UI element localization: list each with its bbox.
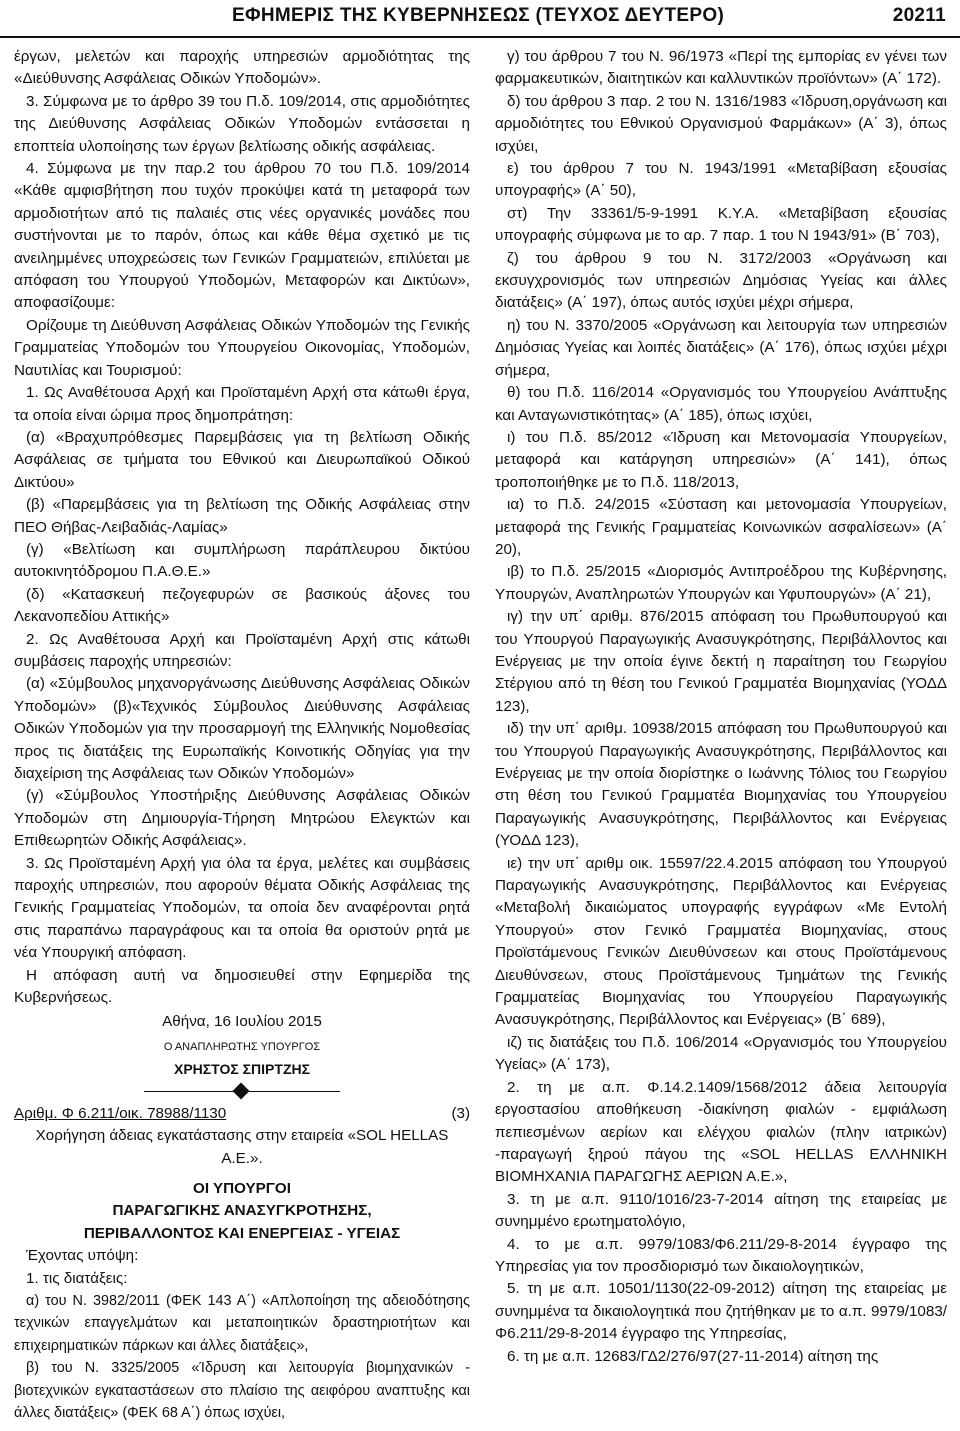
paragraph: έργων, μελετών και παροχής υπηρεσιών αρμοδιότητας της «Διεύθυνσης Ασφάλειας Οδικών Υποδομών».	[14, 48, 470, 88]
paragraph: Έχοντας υπόψη:	[26, 1247, 139, 1265]
paragraph: ιγ) την υπ΄ αριθμ. 876/2015 απόφαση του Πρωθυπουργού και του Υπουργού Παραγωγικής Ανασυγκρότησης, Περιβάλλοντος και Ενέργειας με την οποία έγινε δεκτή η παραίτηση του Γεωργίου Στέργιου από τη θέση του Γενικού Γραμματέα Βιομηχανίας (ΥΟΔΔ 123),	[495, 608, 947, 715]
paragraph: (α) «Βραχυπρόθεσμες Παρεμβάσεις για τη βελτίωση Οδικής Ασφάλειας σε τμήματα του Εθνικού και Διευρωπαϊκού Οδικού Δικτύου»	[14, 428, 470, 491]
paragraph: ιε) την υπ΄ αριθμ οικ. 15597/22.4.2015 απόφαση του Υπουργού Παραγωγικής Ανασυγκρότησης, Περιβάλλοντος και Ενέργειας «Μεταβολή δικαιώματος υπογραφής εγγράφων «Με Εντολή Υπουργού» στον Γενικό Γραμματέα Βιομηχανίας, στους Προϊστάμενους Γενικών Διευθύνσεων και στους Προϊστάμενους Διευθύνσεων, στους Προϊστάμενους Τμημάτων της Γενικής Γραμματείας Βιομηχανίας του Υπουργείου Παραγωγικής Ανασυγκρότησης, Περιβάλλοντος και Ενέργειας» (Β΄ 689),	[495, 854, 947, 1029]
header-rule	[0, 36, 960, 38]
ministers-heading: ΟΙ ΥΠΟΥΡΓΟΙ	[193, 1179, 291, 1197]
paragraph: γ) του άρθρου 7 του Ν. 96/1973 «Περί της εμπορίας εν γένει των φαρμακευτικών, διαιτητικών και καλλυντικών προϊόντων» (Α΄ 172).	[495, 48, 947, 88]
paragraph: ι) του Π.δ. 85/2012 «Ίδρυση και Μετονομασία Υπουργείων, μεταφορά και κατάργηση υπηρεσιών» (Α΄ 141), όπως τροποποιήθηκε με το Π.δ. 118/2013,	[495, 428, 947, 491]
paragraph: 1. Ως Αναθέτουσα Αρχή και Προϊσταμένη Αρχή στα κάτωθι έργα, τα οποία είναι ώριμα προς δημοπράτηση:	[14, 384, 470, 424]
decision-reference	[14, 1103, 470, 1125]
paragraph: 4. Σύμφωνα με την παρ.2 του άρθρου 70 του Π.δ. 109/2014 «Κάθε αμφισβήτηση που τυχόν προκύψει κατά τη μεταφορά των αρμοδιοτήτων από τις παλαιές στις νέες οργανικές μονάδες που συστήνονται με το παρόν, όπως και κάθε θέμα σχετικό με τις ανειλημμένες υποχρεώσεις των Γενικών Γραμματειών, επιλύεται με απόφαση του Υπουργού Υποδομών, Μεταφορών και Δικτύων», αποφασίζουμε:	[14, 160, 470, 312]
paragraph: β) του Ν. 3325/2005 «Ίδρυση και λειτουργία βιομηχανικών - βιοτεχνικών εγκαταστάσεων στο πλαίσιο της αειφόρου αναπτυξης και άλλες διατάξεις» (ΦΕΚ 68 Α΄) όπως ισχύει,	[14, 1360, 470, 1421]
ministers-heading-line3: ΠΕΡΙΒΑΛΛΟΝΤΟΣ ΚΑΙ ΕΝΕΡΓΕΙΑΣ - ΥΓΕΙΑΣ	[83, 1224, 401, 1242]
paragraph: ζ) του άρθρου 9 του Ν. 3172/2003 «Οργάνωση και εκσυγχρονισμός των υπηρεσιών Δημόσιας Υγείας και άλλες διατάξεις» (Α΄ 197), όπως αυτός ισχύει μέχρι σήμερα,	[495, 249, 947, 312]
right-column	[495, 46, 947, 1368]
section-divider	[14, 1081, 470, 1103]
paragraph: (γ) «Βελτίωση και συμπλήρωση παράπλευρου δικτύου αυτοκινητόδρομου Π.Α.Θ.Ε.»	[14, 540, 470, 581]
decision-number: Αριθμ. Φ 6.211/οικ. 78988/1130	[14, 1104, 227, 1122]
paragraph: 3. Ως Προϊσταμένη Αρχή για όλα τα έργα, μελέτες και συμβάσεις παροχής υπηρεσιών, που αφορούν θέματα Οδικής Ασφάλειας της Γενικής Γραμματείας Υποδομών, τα οποία δεν αναφέρονται ρητά στις παραπάνω παραγράφους και τα οποία θα οριστούν ρητά με νέα Υπουργική απόφαση.	[14, 854, 470, 962]
paragraph: θ) του Π.δ. 116/2014 «Οργανισμός του Υπουργείου Ανάπτυξης και Ανταγωνιστικότητας» (Α΄ 185), όπως ισχύει,	[495, 384, 947, 424]
paragraph: 4. το με α.π. 9979/1083/Φ6.211/29-8-2014 έγγραφο της Υπηρεσίας για τον προσδιορισμό των δικαιολογητικών,	[495, 1235, 947, 1275]
gazette-title: ΕΦΗΜΕΡΙΣ ΤΗΣ ΚΥΒΕΡΝΗΣΕΩΣ (ΤΕΥΧΟΣ ΔΕΥΤΕΡΟ)	[232, 5, 725, 26]
paragraph: 3. Σύμφωνα με το άρθρο 39 του Π.δ. 109/2014, στις αρμοδιότητες της Διεύθυνσης Ασφάλειας Οδικών Υποδομών εντάσσεται η εποπτεία υλοποίησης των έργων βελτίωσης οδικής ασφάλειας.	[14, 92, 470, 155]
paragraph: (α) «Σύμβουλος μηχανοργάνωσης Διεύθυνσης Ασφάλειας Οδικών Υποδομών» (β)«Τεχνικός Σύμβουλος Διεύθυνσης Ασφάλειας Οδικών Υποδομών για την προσαρμογή της Ελληνικής Νομοθεσίας προς τις διατάξεις της Ευρωπαϊκής Κοινοτικής Οδηγίας για την διαχείριση της Ασφάλειας των Οδικών Υποδομών»	[14, 675, 470, 782]
left-column	[14, 46, 470, 1424]
paragraph: 5. τη με α.π. 10501/1130(22-09-2012) αίτηση της εταιρείας με συνημμένα τα δικαιολογητικά που ζητήθηκαν με το α.π. 9979/1083/Φ6.211/29-8-2014 έγγραφο της Υπηρεσίας,	[495, 1280, 947, 1343]
paragraph: Η απόφαση αυτή να δημοσιευθεί στην Εφημερίδα της Κυβερνήσεως.	[14, 966, 470, 1007]
paragraph: ιδ) την υπ΄ αριθμ. 10938/2015 απόφαση του Πρωθυπουργού και του Υπουργού Παραγωγικής Ανασυγκρότησης, Περιβάλλοντος και Ενέργειας με την οποία διορίστηκε ο Ιωάννης Τόλιος του Γεωργίου στη θέση του Γενικού Γραμματέα Βιομηχανίας του Υπουργείου Παραγωγικής Ανασυγκρότησης, Περιβάλλοντος και Ενέργειας (ΥΟΔΔ 123),	[495, 720, 947, 850]
decision-index: (3)	[451, 1104, 470, 1122]
signature-role: Ο ΑΝΑΠΛΗΡΩΤΗΣ ΥΠΟΥΡΓΟΣ	[163, 1040, 321, 1053]
paragraph: 1. τις διατάξεις:	[26, 1269, 128, 1287]
paragraph: ε) του άρθρου 7 του Ν. 1943/1991 «Μεταβίβαση εξουσίας υπογραφής» (Α΄ 50),	[495, 160, 947, 200]
paragraph: Ορίζουμε τη Διεύθυνση Ασφάλειας Οδικών Υποδομών της Γενικής Γραμματείας Υποδομών του Υπουργείου Οικονομίας, Υποδομών, Ναυτιλίας και Τουρισμού:	[14, 316, 470, 379]
paragraph: 2. Ως Αναθέτουσα Αρχή και Προϊσταμένη Αρχή στις κάτωθι συμβάσεις παροχής υπηρεσιών:	[14, 630, 470, 670]
paragraph: 2. τη με α.π. Φ.14.2.1409/1568/2012 άδεια λειτουργία εργοστασίου αποθήκευση -διακίνηση φιαλών - εμφιάλωση πεπιεσμένων αερίων και ελέγχου φιαλών (πλην ιατρικών) -παραγωγή ξηρού πάγου της «SOL HELLAS ΕΛΛΗΝΙΚΗ ΒΙΟΜΗΧΑΝΙΑ ΠΑΡΑΓΩΓΗΣ ΑΕΡΙΩΝ Α.Ε.»,	[495, 1078, 947, 1186]
page-header	[0, 0, 960, 40]
paragraph: 3. τη με α.π. 9110/1016/23-7-2014 αίτηση της εταιρείας με συνημμένο ερωτηματολόγιο,	[495, 1190, 947, 1231]
paragraph: (β) «Παρεμβάσεις για τη βελτίωση της Οδικής Ασφάλειας στην ΠΕΟ Θήβας-Λειβαδιάς-Λαμίας»	[14, 496, 470, 536]
ministers-heading-line2: ΠΑΡΑΓΩΓΙΚΗΣ ΑΝΑΣΥΓΚΡΟΤΗΣΗΣ,	[112, 1202, 372, 1220]
page-number: 20211	[892, 5, 946, 26]
paragraph: (γ) «Σύμβουλος Υποστήριξης Διεύθυνσης Ασφάλειας Οδικών Υποδομών στη Δημιουργία-Τήρηση Μητρώου Ελεγκτών και Επιθεωρητών Οδικής Ασφάλειας».	[14, 787, 470, 850]
paragraph: δ) του άρθρου 3 παρ. 2 του Ν. 1316/1983 «Ίδρυση,οργάνωση και αρμοδιότητες του Εθνικού Οργανισμού Φαρμάκων» (Α΄ 3), όπως ισχύει,	[495, 92, 947, 155]
paragraph: ιβ) το Π.δ. 25/2015 «Διορισμός Αντιπροέδρου της Κυβέρνησης, Υπουργών, Αναπληρωτών Υπουργών και Υφυπουργών» (Α΄ 21),	[495, 563, 947, 603]
paragraph: στ) Την 33361/5-9-1991 Κ.Υ.Α. «Μεταβίβαση εξουσίας υπογραφής σύμφωνα με το αρ. 7 παρ. 1 του Ν 1943/91» (Β΄ 703),	[495, 204, 947, 245]
paragraph: (δ) «Κατασκευή πεζογεφυρών σε βασικούς άξονες του Λεκανοπεδίου Αττικής»	[14, 585, 470, 626]
decision-title: Χορήγηση άδειας εγκατάστασης στην εταιρεία «SOL HELLAS Α.Ε.».	[35, 1127, 449, 1167]
paragraph: α) του Ν. 3982/2011 (ΦΕΚ 143 Α΄) «Απλοποίηση της αδειοδότησης τεχνικών επαγγελμάτων και μεταποιητικών δραστηριοτήτων και επιχειρηματικών πάρκων και άλλες διατάξεις»,	[14, 1292, 470, 1354]
signature-name: ΧΡΗΣΤΟΣ ΣΠΙΡΤΖΗΣ	[173, 1061, 311, 1078]
paragraph: η) του Ν. 3370/2005 «Οργάνωση και λειτουργία των υπηρεσιών Δημόσιας Υγείας και λοιπές διατάξεις» (Α΄ 176), όπως ισχύει μέχρι σήμερα,	[495, 316, 947, 379]
paragraph: ιζ) τις διατάξεις του Π.δ. 106/2014 «Οργανισμός του Υπουργείου Υγείας» (Α΄ 173),	[495, 1033, 947, 1074]
paragraph: 6. τη με α.π. 12683/ΓΔ2/276/97(27-11-2014) αίτηση της	[507, 1347, 879, 1365]
signature-place-date: Αθήνα, 16 Ιουλίου 2015	[162, 1013, 322, 1031]
paragraph: ια) το Π.δ. 24/2015 «Σύσταση και μετονομασία Υπουργείων, μεταφορά της Γενικής Γραμματείας Κοινωνικών ασφαλίσεων» (Α΄ 20),	[495, 496, 947, 558]
